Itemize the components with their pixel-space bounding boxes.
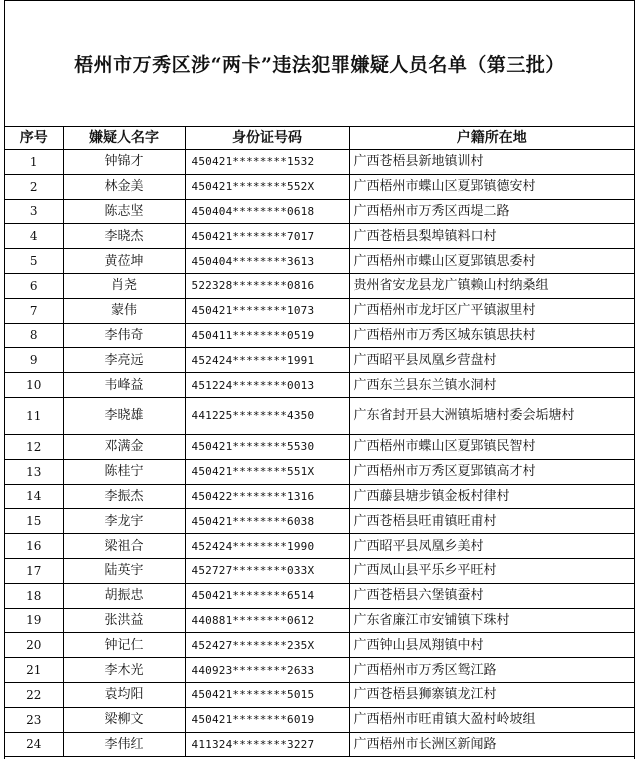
- row-id-number: 452424********1990: [185, 534, 349, 559]
- suspect-table: [5, 126, 634, 757]
- header-id: 身份证号码: [185, 127, 349, 150]
- row-address: 广西昭平县凤凰乡美村: [349, 534, 634, 559]
- row-index: 11: [5, 397, 63, 434]
- row-index: 4: [5, 224, 63, 249]
- row-address: 广西梧州市蝶山区夏郢镇德安村: [349, 174, 634, 199]
- table-row: [5, 534, 634, 559]
- row-name: 李亮远: [63, 348, 185, 373]
- table-row: [5, 273, 634, 298]
- row-index: 10: [5, 373, 63, 398]
- row-index: 6: [5, 273, 63, 298]
- row-name: 邓满金: [63, 434, 185, 459]
- row-name: 黄莅坤: [63, 249, 185, 274]
- table-row: [5, 298, 634, 323]
- row-address: 广东省封开县大洲镇垢塘村委会垢塘村: [349, 397, 634, 434]
- row-name: 李伟红: [63, 732, 185, 757]
- row-id-number: 411324********3227: [185, 732, 349, 757]
- row-name: 林金美: [63, 174, 185, 199]
- row-id-number: 450411********0519: [185, 323, 349, 348]
- row-index: 5: [5, 249, 63, 274]
- row-id-number: 450421********1532: [185, 150, 349, 175]
- row-name: 陈志坚: [63, 199, 185, 224]
- page-title: 梧州市万秀区涉“两卡”违法犯罪嫌疑人员名单（第三批）: [74, 54, 565, 76]
- row-index: 12: [5, 434, 63, 459]
- table-header-row: [5, 127, 634, 150]
- row-index: 15: [5, 509, 63, 534]
- row-name: 蒙伟: [63, 298, 185, 323]
- row-name: 李伟奇: [63, 323, 185, 348]
- row-address: 广西苍梧县六堡镇蚕村: [349, 583, 634, 608]
- row-index: 19: [5, 608, 63, 633]
- table-row: [5, 373, 634, 398]
- row-address: 广西梧州市万秀区城东镇思扶村: [349, 323, 634, 348]
- row-id-number: 452427********235X: [185, 633, 349, 658]
- table-row: [5, 434, 634, 459]
- table-row: [5, 459, 634, 484]
- row-name: 陆英宇: [63, 558, 185, 583]
- row-index: 24: [5, 732, 63, 757]
- row-name: 陈桂宁: [63, 459, 185, 484]
- row-index: 7: [5, 298, 63, 323]
- row-address: 广西苍梧县狮寨镇龙江村: [349, 682, 634, 707]
- row-name: 梁柳文: [63, 707, 185, 732]
- row-id-number: 450421********6019: [185, 707, 349, 732]
- row-address: 贵州省安龙县龙广镇赖山村纳桑组: [349, 273, 634, 298]
- row-name: 李晓雄: [63, 397, 185, 434]
- table-row: [5, 199, 634, 224]
- row-name: 袁均阳: [63, 682, 185, 707]
- table-row: [5, 224, 634, 249]
- row-id-number: 440881********0612: [185, 608, 349, 633]
- row-id-number: 441225********4350: [185, 397, 349, 434]
- table-row: [5, 484, 634, 509]
- header-index: 序号: [5, 127, 63, 150]
- row-address: 广西凤山县平乐乡平旺村: [349, 558, 634, 583]
- row-id-number: 450421********7017: [185, 224, 349, 249]
- table-row: [5, 348, 634, 373]
- table-row: [5, 150, 634, 175]
- row-id-number: 451224********0013: [185, 373, 349, 398]
- row-id-number: 450404********3613: [185, 249, 349, 274]
- table-row: [5, 732, 634, 757]
- row-name: 李龙宇: [63, 509, 185, 534]
- row-id-number: 452424********1991: [185, 348, 349, 373]
- row-name: 韦峰益: [63, 373, 185, 398]
- row-id-number: 450421********6038: [185, 509, 349, 534]
- row-name: 肖尧: [63, 273, 185, 298]
- row-address: 广西昭平县凤凰乡营盘村: [349, 348, 634, 373]
- row-id-number: 440923********2633: [185, 658, 349, 683]
- row-address: 广西藤县塘步镇金板村律村: [349, 484, 634, 509]
- row-index: 17: [5, 558, 63, 583]
- row-name: 李木光: [63, 658, 185, 683]
- table-row: [5, 608, 634, 633]
- row-name: 钟记仁: [63, 633, 185, 658]
- row-index: 2: [5, 174, 63, 199]
- row-address: 广西梧州市蝶山区夏郢镇思委村: [349, 249, 634, 274]
- row-id-number: 450404********0618: [185, 199, 349, 224]
- row-address: 广西苍梧县新地镇训村: [349, 150, 634, 175]
- row-id-number: 450421********552X: [185, 174, 349, 199]
- row-address: 广西梧州市龙圩区广平镇淑里村: [349, 298, 634, 323]
- row-id-number: 450421********5530: [185, 434, 349, 459]
- row-address: 广西苍梧县梨埠镇料口村: [349, 224, 634, 249]
- row-name: 李晓杰: [63, 224, 185, 249]
- row-address: 广西梧州市旺甫镇大盈村岭坡组: [349, 707, 634, 732]
- row-id-number: 452727********033X: [185, 558, 349, 583]
- table-row: [5, 707, 634, 732]
- row-address: 广西梧州市万秀区鸳江路: [349, 658, 634, 683]
- row-index: 14: [5, 484, 63, 509]
- row-id-number: 450421********6514: [185, 583, 349, 608]
- row-id-number: 522328********0816: [185, 273, 349, 298]
- row-index: 3: [5, 199, 63, 224]
- row-index: 21: [5, 658, 63, 683]
- row-address: 广西钟山县凤翔镇中村: [349, 633, 634, 658]
- row-name: 钟锦才: [63, 150, 185, 175]
- row-address: 广西梧州市长洲区新闻路: [349, 732, 634, 757]
- row-address: 广东省廉江市安铺镇下珠村: [349, 608, 634, 633]
- table-row: [5, 583, 634, 608]
- row-address: 广西梧州市蝶山区夏郢镇民智村: [349, 434, 634, 459]
- row-id-number: 450421********551X: [185, 459, 349, 484]
- table-body: [5, 150, 634, 757]
- row-address: 广西梧州市万秀区夏郢镇高才村: [349, 459, 634, 484]
- row-index: 16: [5, 534, 63, 559]
- row-id-number: 450422********1316: [185, 484, 349, 509]
- row-index: 18: [5, 583, 63, 608]
- table-row: [5, 249, 634, 274]
- table-row: [5, 682, 634, 707]
- table-row: [5, 323, 634, 348]
- header-address: 户籍所在地: [349, 127, 634, 150]
- row-name: 李振杰: [63, 484, 185, 509]
- row-index: 20: [5, 633, 63, 658]
- row-address: 广西梧州市万秀区西堤二路: [349, 199, 634, 224]
- row-index: 1: [5, 150, 63, 175]
- row-id-number: 450421********1073: [185, 298, 349, 323]
- row-index: 23: [5, 707, 63, 732]
- header-name: 嫌疑人名字: [63, 127, 185, 150]
- table-row: [5, 658, 634, 683]
- table-row: [5, 558, 634, 583]
- row-address: 广西苍梧县旺甫镇旺甫村: [349, 509, 634, 534]
- row-index: 9: [5, 348, 63, 373]
- row-name: 梁祖合: [63, 534, 185, 559]
- row-index: 13: [5, 459, 63, 484]
- row-address: 广西东兰县东兰镇水洞村: [349, 373, 634, 398]
- row-index: 22: [5, 682, 63, 707]
- table-row: [5, 509, 634, 534]
- row-index: 8: [5, 323, 63, 348]
- table-row: [5, 397, 634, 434]
- row-id-number: 450421********5015: [185, 682, 349, 707]
- table-row: [5, 633, 634, 658]
- document-sheet: [4, 0, 635, 759]
- row-name: 张洪益: [63, 608, 185, 633]
- row-name: 胡振忠: [63, 583, 185, 608]
- table-row: [5, 174, 634, 199]
